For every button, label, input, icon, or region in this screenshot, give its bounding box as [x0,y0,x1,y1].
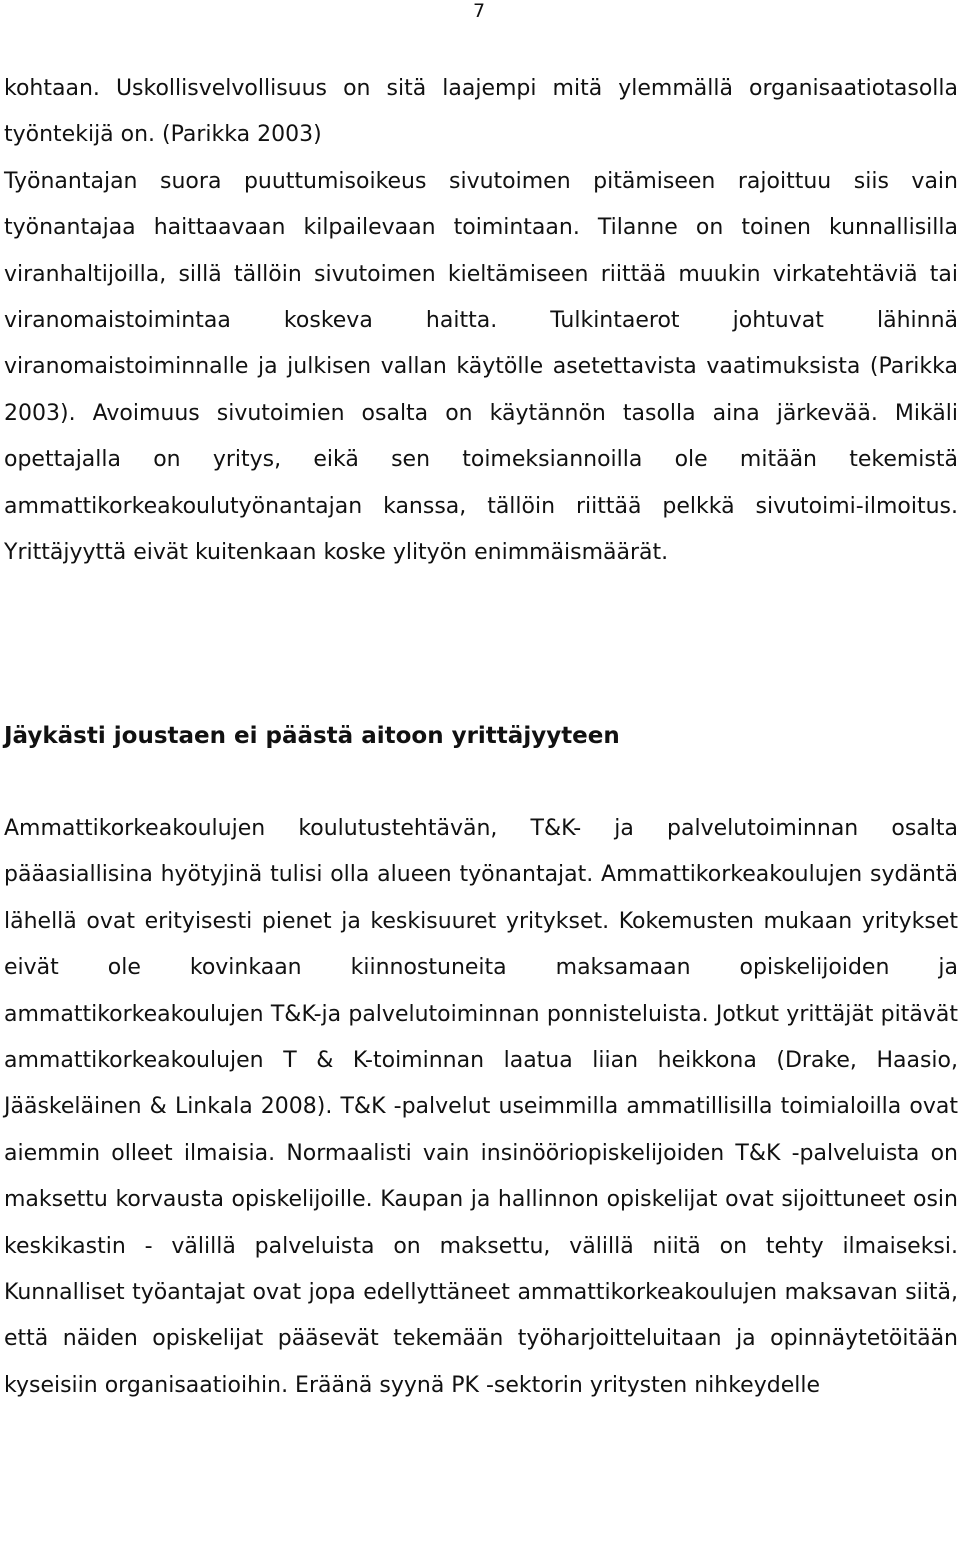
paragraph-2: Työnantajan suora puuttumisoikeus sivutoimen pitämiseen rajoittuu siis vain työnantajaa haittaavaan kilpailevaan toimintaan. Tilanne on toinen kunnallisilla viranhaltijoilla, sillä tällöin sivutoimen kieltämiseen riittää muukin virkatehtäviä tai viranomaistoimintaa koskeva haitta. Tulkintaerot johtuvat lähinnä viranomaistoiminnalle ja julkisen vallan käytölle asetettavista vaatimuksista (Parikka 2003). Avoimuus sivutoimien osalta on käytännön tasolla aina järkevää. Mikäli opettajalla on yritys, eikä sen toimeksiannoilla ole mitään tekemistä ammattikorkeakoulutyönantajan kanssa, tällöin riittää pelkkä sivutoimi-ilmoitus. Yrittäjyyttä eivät kuitenkaan koske ylityön enimmäismäärät. [4,168,958,566]
page-number: 7 [473,0,486,22]
section-heading: Jäykästi joustaen ei päästä aitoon yrittäjyyteen [4,723,620,749]
section-body [4,806,958,1409]
document-body [4,66,958,1398]
paragraph-3: Ammattikorkeakoulujen koulutustehtävän, T&K- ja palvelutoiminnan osalta pääasiallisina hyötyjinä tulisi olla alueen työnantajat. Ammattikorkeakoulujen sydäntä lähellä ovat erityisesti pienet ja keskisuuret yritykset. Kokemusten mukaan yritykset eivät ole kovinkaan kiinnostuneita maksamaan opiskelijoiden ja ammattikorkeakoulujen T&K-ja palvelutoiminnan ponnisteluista. Jotkut yrittäjät pitävät ammattikorkeakoulujen T & K-toiminnan laatua liian heikkona (Drake, Haasio, Jääskeläinen & Linkala 2008). T&K -palvelut useimmilla ammatillisilla toimialoilla ovat aiemmin olleet ilmaisia. Normaalisti vain insinööriopiskelijoiden T&K -palveluista on maksettu korvausta opiskelijoille. Kaupan ja hallinnon opiskelijat ovat sijoittuneet osin keskikastin - välillä palveluista on maksettu, välillä niitä on tehty ilmaiseksi. Kunnalliset työantajat ovat jopa edellyttäneet ammattikorkeakoulujen maksavan siitä, että näiden opiskelijat pääsevät tekemään työharjoitteluitaan ja opinnäytetöitään kyseisiin organisaatioihin. Eräänä syynä PK -sektorin yritysten nihkeydelle [4,816,958,1398]
paragraph-1: kohtaan. Uskollisvelvollisuus on sitä laajempi mitä ylemmällä organisaatiotasolla työntekijä on. (Parikka 2003) [4,76,958,148]
